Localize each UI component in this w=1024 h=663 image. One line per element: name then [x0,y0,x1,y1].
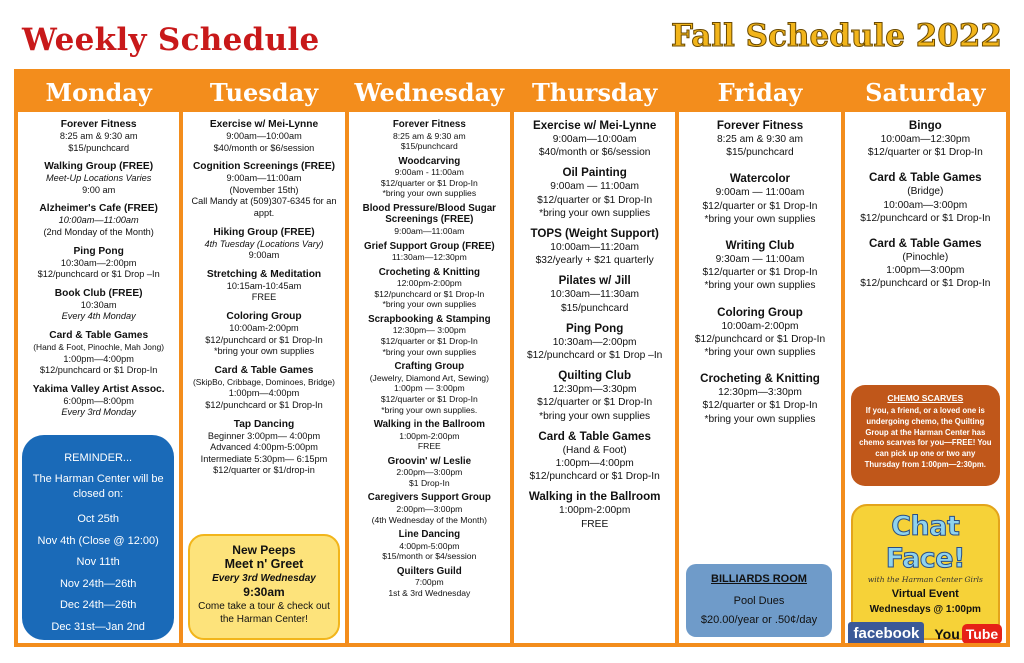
promo-line: Meet n' Greet [224,557,304,571]
event-name: Stretching & Meditation [206,268,322,280]
event-name: Blood Pressure/Blood Sugar Screenings (FREE) [362,202,496,226]
event-name: Forever Fitness [392,119,466,130]
chat-face-subtitle: with the Harman Center Girls [867,575,983,584]
event-woodcarving [352,156,507,199]
event-line: 1:00pm-2:00pm [558,505,631,517]
column-friday [679,73,840,643]
event-line: *bring your own supplies [213,346,315,357]
event-exercise [517,119,672,159]
event-quilters-guild [352,566,507,599]
event-line: 9:00am — 11:00am [715,187,805,199]
weekly-schedule-title: Weekly Schedule [22,22,320,58]
event-line: 7:00pm [414,577,444,588]
event-pilates [517,274,672,314]
event-caregivers-support [352,492,507,525]
event-line-dancing [352,529,507,562]
event-line: 12:30pm—3:30pm [718,387,802,399]
event-line: 4:00pm-5:00pm [399,540,460,551]
event-name: Quilters Guild [396,565,462,577]
event-line: $12/punchcard or $1 Drop-In [860,278,991,290]
event-line: Intermediate 5:30pm— 6:15pm [200,453,328,464]
event-line: 9:00am—10:00am [552,134,637,145]
closure-date: Nov 11th [76,556,120,568]
event-ping-pong [21,246,176,281]
event-line: Call Mandy at (509)307-6345 for an appt. [191,196,337,218]
event-coloring-group [186,311,341,358]
event-name: Book Club (FREE) [54,287,143,299]
event-name: TOPS (Weight Support) [530,227,659,241]
event-forever-fitness [682,119,837,159]
event-line: 1:00pm—4:00pm [63,353,134,364]
event-name: Crafting Group [394,361,465,373]
event-name: Card & Table Games [214,364,314,376]
event-line: $12/punchcard or $1 Drop-In [205,334,323,345]
chat-face-box [851,504,1000,640]
chemo-text: If you, a friend, or a loved one is undergoing chemo, the Quilting Group at the Harman Center has chemo scarves for you—FREE! You can pick up one or two any Thursday from 1:00pm—2:30pm. [859,406,992,469]
event-line: $12/quarter or $1 Drop-In [380,336,478,347]
event-line: 9:00 am [82,184,116,195]
event-name: Ping Pong [565,321,624,335]
event-crocheting [682,372,837,426]
event-line: 12:00pm-2:00pm [396,278,462,289]
event-line: 9:00am — 11:00am [550,181,640,193]
reminder-heading: REMINDER... [64,452,133,464]
event-name: Coloring Group [226,310,302,322]
event-line: 2:00pm—3:00pm [396,467,463,478]
event-line: 10:30am—2:00pm [552,336,637,348]
event-walking-group [21,161,176,196]
column-saturday [845,73,1006,643]
event-name: Exercise w/ Mei-Lynne [533,119,657,132]
event-forever-fitness [21,119,176,154]
event-line: (Pinochle) [902,252,949,264]
event-line: 4th Tuesday (Locations Vary) [204,238,324,249]
event-line: 10:00am—12:30pm [880,134,971,145]
event-name: Cognition Screenings (FREE) [192,161,336,173]
event-name: Watercolor [729,172,791,186]
event-line: Every 4th Monday [61,311,136,322]
event-bingo [848,119,1003,159]
event-line: 9:00am—11:00am [226,173,302,184]
closure-date: Nov 24th—26th [59,577,137,590]
event-line: *bring your own supplies [704,280,816,292]
event-walking-ballroom [352,419,507,452]
column-tuesday [183,73,344,643]
promo-line: New Peeps [232,543,296,557]
billiards-line: Pool Dues [733,595,785,607]
schedule-board [14,69,1010,647]
event-tops [517,227,672,267]
event-line: 10:15am-10:45am [226,280,302,291]
chemo-scarves-box [851,385,1000,486]
event-line: *bring your own supplies [382,346,477,357]
closure-date: Dec 24th—26th [59,599,137,611]
event-name: Groovin' w/ Leslie [387,455,472,467]
event-line: 6:00pm—8:00pm [63,395,134,406]
event-name: Line Dancing [398,529,461,541]
event-line: FREE [251,292,277,303]
event-line: 12:30pm— 3:00pm [392,325,466,336]
event-line: 10:30am—11:30am [550,289,640,301]
event-line: Advanced 4:00pm-5:00pm [210,442,318,453]
event-line: (November 15th) [229,184,299,195]
event-line: 9:00am—11:00am [394,225,465,236]
event-line: $12/quarter or $1 Drop-In [702,267,818,279]
event-line: FREE [581,518,609,530]
event-line: $12/punchcard or $1 Drop-In [529,471,660,483]
event-line: $12/quarter or $1 Drop-In [867,147,983,159]
event-line: Meet-Up Locations Varies [45,173,152,184]
event-line: 8:25 am & 9:30 am [393,130,466,141]
event-quilting-club [517,369,672,423]
event-line: 1:00pm—4:00pm [228,388,300,399]
event-card-table-games [517,430,672,484]
event-name: Quilting Club [558,369,632,383]
event-line: (Hand & Foot, Pinochle, Mah Jong) [33,341,165,352]
promo-line: Every 3rd Wednesday [212,573,316,584]
billiards-line: $20.00/year or .50¢/day [700,614,818,626]
event-line: $12/punchcard or $1 Drop –In [526,350,663,362]
event-line: $15/punchcard [400,141,458,152]
event-line: $15/month or $4/session [382,551,477,562]
event-line: FREE [417,441,441,452]
billiards-heading: BILLIARDS ROOM [711,573,807,585]
event-line: $12/quarter or $1/drop-in [213,465,315,476]
event-name: Card & Table Games [869,171,982,185]
event-line: 10:00am-2:00pm [721,320,799,332]
event-line: Beginner 3:00pm— 4:00pm [207,430,321,441]
event-line: *bring your own supplies [704,413,816,425]
event-line: 1:00pm—3:00pm [886,265,965,277]
event-artist-assoc [21,384,176,419]
event-line: (2nd Monday of the Month) [43,226,154,237]
event-line: *bring your own supplies [382,299,477,310]
event-name: Forever Fitness [60,119,137,130]
event-line: *bring your own supplies [704,347,816,359]
event-line: 10:00am—3:00pm [883,199,968,211]
day-header-tuesday: Tuesday [183,73,344,115]
event-alzheimers-cafe [21,203,176,238]
youtube-icon[interactable] [934,624,1002,643]
event-name: Walking in the Ballroom [373,419,485,431]
social-logos [853,622,998,643]
event-name: Crocheting & Knitting [378,266,480,278]
event-line: $12/quarter or $1 Drop-In [702,400,818,412]
closure-date: Oct 25th [77,513,119,525]
event-line: 10:00am—11:00am [58,215,139,226]
event-card-games-bridge [848,171,1003,225]
event-name: Card & Table Games [538,429,651,443]
event-line: 9:00am [248,250,280,261]
event-line: $15/punchcard [560,302,629,314]
event-line: $40/month or $6/session [538,147,651,159]
closure-reminder [22,435,174,640]
event-line: *bring your own supplies. [381,404,478,415]
event-name: Coloring Group [717,305,803,319]
event-line: $12/punchcard or $1 Drop –In [37,269,160,280]
event-name: Scrapbooking & Stamping [368,313,491,325]
event-line: $12/punchcard or $1 Drop-In [205,399,323,410]
event-line: (SkipBo, Cribbage, Dominoes, Bridge) [193,376,335,387]
event-name: Card & Table Games [869,237,982,251]
event-writing-club [682,239,837,293]
event-line: *bring your own supplies [539,207,651,219]
event-card-games-pinochle [848,237,1003,291]
event-crafting-group [352,361,507,415]
event-card-table-games [186,365,341,412]
youtube-you: You [934,626,960,642]
event-oil-painting [517,166,672,220]
day-header-saturday: Saturday [845,73,1006,115]
event-line: 1:00pm — 3:00pm [393,383,465,394]
facebook-icon[interactable]: facebook [848,622,924,643]
event-line: 10:30am—2:00pm [60,257,137,268]
event-line: (Hand & Foot) [562,444,627,456]
event-line: $12/quarter or $1 Drop-In [702,200,818,212]
event-name: Crocheting & Knitting [700,372,820,386]
chemo-heading: CHEMO SCARVES [887,393,964,403]
event-line: 10:30am [80,299,117,310]
event-name: Ping Pong [73,245,124,257]
event-forever-fitness [352,119,507,152]
event-line: $15/punchcard [726,147,794,159]
closure-date: Dec 31st—Jan 2nd [51,620,145,633]
event-line: 8:25 am & 9:30 am [716,134,804,145]
event-line: $40/month or $6/session [213,142,315,153]
event-line: 12:30pm—3:30pm [552,384,637,396]
event-name: Tap Dancing [233,418,295,430]
event-scrapbooking [352,314,507,357]
event-hiking-group [186,227,341,262]
day-header-monday: Monday [18,73,179,115]
event-line: 2:00pm—3:00pm [396,503,463,514]
event-book-club [21,288,176,323]
event-line: $32/yearly + $21 quarterly [535,255,654,267]
day-header-friday: Friday [679,73,840,115]
event-line: Every 3rd Monday [61,407,136,418]
event-name: Pilates w/ Jill [558,274,631,288]
event-line: 1:00pm—4:00pm [555,458,634,470]
event-line: 1st & 3rd Wednesday [388,587,471,598]
event-line: (4th Wednesday of the Month) [371,514,488,525]
event-line: 9:00am - 11:00am [394,167,464,178]
virtual-event-time: Wednesdays @ 1:00pm [869,604,981,615]
event-line: *bring your own supplies [382,188,477,199]
event-walking-ballroom [517,490,672,530]
event-line: 8:25 am & 9:30 am [59,131,138,141]
event-line: $12/punchcard or $1 Drop-In [39,365,158,376]
promo-line: 9:30am [243,585,285,599]
event-watercolor [682,172,837,226]
event-name: Bingo [908,119,942,132]
day-header-thursday: Thursday [514,73,675,115]
reminder-text: The Harman Center will be closed on: [32,473,164,500]
event-line: $12/quarter or $1 Drop-In [537,194,653,206]
event-name: Writing Club [725,239,795,253]
event-line: 9:00am—10:00am [226,131,302,141]
event-name: Forever Fitness [716,119,804,132]
event-line: 9:30am — 11:00am [715,254,805,266]
event-card-table-games [21,330,176,377]
billiards-room-box [686,564,831,637]
event-name: Oil Painting [562,166,627,180]
event-name: Walking in the Ballroom [528,490,661,504]
event-line: (Bridge) [907,186,944,198]
column-thursday [514,73,675,643]
event-line: 10:00am—11:20am [550,242,640,254]
event-name: Hiking Group (FREE) [213,226,315,238]
event-line: $12/punchcard or $1 Drop-In [694,333,826,345]
event-line: *bring your own supplies [704,213,816,225]
event-name: Woodcarving [398,155,461,167]
event-crocheting [352,267,507,310]
event-line: $12/quarter or $1 Drop-In [380,393,478,404]
event-line: 1:00pm-2:00pm [399,430,460,441]
event-name: Yakima Valley Artist Assoc. [32,383,165,395]
virtual-event-label: Virtual Event [891,588,959,600]
event-grief-support [352,241,507,263]
event-line: $12/quarter or $1 Drop-In [380,177,478,188]
promo-line: Come take a tour & check out the Harman Center! [198,601,330,625]
event-line: 10:00am-2:00pm [229,322,299,333]
closure-date: Nov 4th (Close @ 12:00) [37,534,159,547]
event-exercise [186,119,341,154]
column-monday [18,73,179,643]
event-line: $12/punchcard or $1 Drop-In [860,212,991,224]
fall-schedule-title: Fall Schedule 2022 [670,18,1002,54]
event-cognition-screenings [186,161,341,219]
event-line: *bring your own supplies [539,410,651,422]
event-tap-dancing [186,419,341,477]
event-ping-pong [517,322,672,362]
chat-face-logo: Chat Face! [885,511,965,574]
event-line: $12/punchcard or $1 Drop-In [374,288,485,299]
event-blood-pressure [352,203,507,237]
event-line: (Jewelry, Diamond Art, Sewing) [369,372,489,383]
youtube-tube: Tube [962,624,1002,643]
event-line: $15/punchcard [68,142,130,153]
day-header-wednesday: Wednesday [349,73,510,115]
event-name: Walking Group (FREE) [44,161,154,173]
event-stretching [186,269,341,304]
event-groovin [352,456,507,489]
event-name: Grief Support Group (FREE) [364,240,495,252]
event-name: Card & Table Games [49,329,149,341]
event-line: 11:30am—12:30pm [391,252,467,263]
event-coloring-group [682,306,837,360]
column-wednesday [349,73,510,643]
event-line: $1 Drop-In [409,477,450,488]
event-name: Caregivers Support Group [367,492,491,504]
event-name: Exercise w/ Mei-Lynne [209,119,319,130]
event-line: $12/quarter or $1 Drop-In [537,397,653,409]
new-peeps-promo [188,534,339,640]
event-name: Alzheimer's Cafe (FREE) [39,203,158,215]
